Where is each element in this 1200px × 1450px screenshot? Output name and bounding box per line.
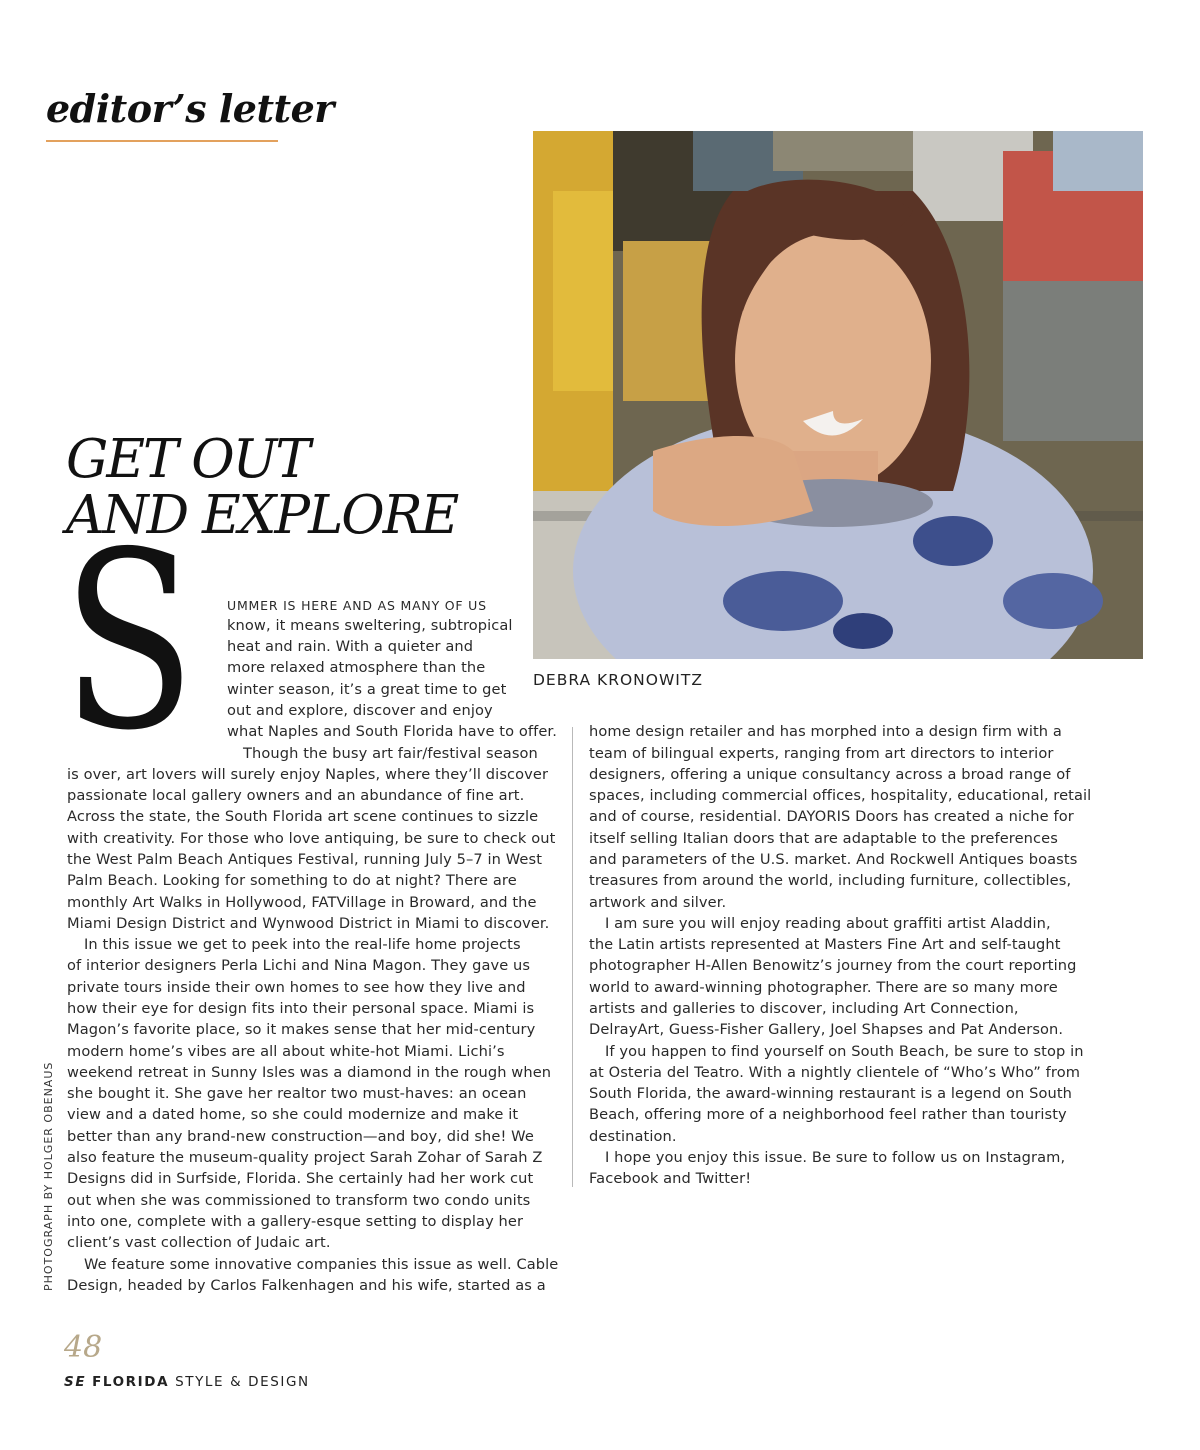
article-line: is over, art lovers will surely enjoy Naples, where they’ll discover — [67, 766, 549, 783]
article-line: photographer H-Allen Benowitz’s journey from the court reporting — [589, 957, 1077, 974]
article-line: I hope you enjoy this issue. Be sure to follow us on Instagram, — [605, 1149, 1066, 1166]
article-line: with creativity. For those who love antiquing, be sure to check out — [67, 830, 556, 847]
article-line: and parameters of the U.S. market. And Rockwell Antiques boasts — [589, 851, 1078, 868]
magazine-name: FLORIDA — [92, 1374, 170, 1390]
article-line: she bought it. She gave her realtor two must-haves: an ocean — [67, 1085, 527, 1102]
article-line: We feature some innovative companies this issue as well. Cable — [84, 1256, 559, 1273]
article-line: artists and galleries to discover, including Art Connection, — [589, 1000, 1019, 1017]
article-line: Designs did in Surfside, Florida. She certainly had her work cut — [67, 1170, 534, 1187]
drop-cap: S — [62, 500, 196, 784]
article-line: home design retailer and has morphed into a design firm with a — [589, 723, 1062, 740]
article-line: and of course, residential. DAYORIS Doors has created a niche for — [589, 808, 1074, 825]
article-line: at Osteria del Teatro. With a nightly clientele of “Who’s Who” from — [589, 1064, 1081, 1081]
article-line: winter season, it’s a great time to get — [227, 681, 507, 698]
article-line: out when she was commissioned to transform two condo units — [67, 1192, 531, 1209]
article-line: know, it means sweltering, subtropical — [227, 617, 513, 634]
article-line: better than any brand-new construction—and boy, did she! We — [67, 1128, 534, 1145]
article-line: Palm Beach. Looking for something to do at night? There are — [67, 872, 517, 889]
magazine-mark: SE — [64, 1374, 87, 1390]
article-line: world to award-winning photographer. There are so many more — [589, 979, 1058, 996]
magazine-tagline: STYLE & DESIGN — [175, 1374, 310, 1390]
portrait-photo — [533, 131, 1143, 659]
photo-caption: DEBRA KRONOWITZ — [533, 671, 703, 689]
article-line: designers, offering a unique consultancy across a broad range of — [589, 766, 1071, 783]
article-line: DelrayArt, Guess-Fisher Gallery, Joel Shapses and Pat Anderson. — [589, 1021, 1064, 1038]
article-line: what Naples and South Florida have to offer. — [227, 723, 557, 740]
headline-line: AND EXPLORE — [66, 485, 458, 546]
article-line: itself selling Italian doors that are adaptable to the preferences — [589, 830, 1058, 847]
article-line: the West Palm Beach Antiques Festival, running July 5–7 in West — [67, 851, 543, 868]
article-line: Though the busy art fair/festival season — [243, 745, 538, 762]
article-line: the Latin artists represented at Masters Fine Art and self-taught — [589, 936, 1061, 953]
article-line: South Florida, the award-winning restaurant is a legend on South — [589, 1085, 1073, 1102]
article-line: how their eye for design fits into their personal space. Miami is — [67, 1000, 535, 1017]
headline-line: GET OUT — [66, 429, 309, 490]
article-line: UMMER IS HERE AND AS MANY OF US — [227, 598, 487, 613]
article-line: Design, headed by Carlos Falkenhagen and his wife, started as a — [67, 1277, 546, 1294]
photo-credit: PHOTOGRAPH BY HOLGER OBENAUS — [42, 1061, 55, 1291]
article-line: treasures from around the world, including furniture, collectibles, — [589, 872, 1072, 889]
article-line: client’s vast collection of Judaic art. — [67, 1234, 331, 1251]
article-line: into one, complete with a gallery-esque setting to display her — [67, 1213, 524, 1230]
article-line: monthly Art Walks in Hollywood, FATVillage in Broward, and the — [67, 894, 537, 911]
magazine-footer — [64, 1374, 310, 1390]
page-number: 48 — [64, 1330, 103, 1365]
article-line: more relaxed atmosphere than the — [227, 659, 486, 676]
article-line: destination. — [589, 1128, 677, 1145]
article-line: Miami Design District and Wynwood District in Miami to discover. — [67, 915, 550, 932]
section-label: editor’s letter — [46, 86, 334, 131]
article-line: weekend retreat in Sunny Isles was a diamond in the rough when — [67, 1064, 552, 1081]
article-line: view and a dated home, so she could modernize and make it — [67, 1106, 519, 1123]
article-line: In this issue we get to peek into the real-life home projects — [84, 936, 521, 953]
article-line: I am sure you will enjoy reading about graffiti artist Aladdin, — [605, 915, 1051, 932]
article-line: passionate local gallery owners and an abundance of fine art. — [67, 787, 525, 804]
article-line: team of bilingual experts, ranging from art directors to interior — [589, 745, 1054, 762]
article-line: private tours inside their own homes to see how they live and — [67, 979, 526, 996]
section-rule — [46, 140, 278, 142]
column-divider — [572, 727, 573, 1187]
article-line: Across the state, the South Florida art scene continues to sizzle — [67, 808, 539, 825]
article-line: Beach, offering more of a neighborhood feel rather than touristy — [589, 1106, 1067, 1123]
article-line: also feature the museum-quality project Sarah Zohar of Sarah Z — [67, 1149, 543, 1166]
article-line: Facebook and Twitter! — [589, 1170, 752, 1187]
article-line: artwork and silver. — [589, 894, 727, 911]
article-line: modern home’s vibes are all about white-hot Miami. Lichi’s — [67, 1043, 505, 1060]
article-line: out and explore, discover and enjoy — [227, 702, 493, 719]
article-line: If you happen to find yourself on South Beach, be sure to stop in — [605, 1043, 1084, 1060]
article-line: of interior designers Perla Lichi and Nina Magon. They gave us — [67, 957, 531, 974]
article-line: heat and rain. With a quieter and — [227, 638, 474, 655]
article-line: spaces, including commercial offices, hospitality, educational, retail — [589, 787, 1092, 804]
article-line: Magon’s favorite place, so it makes sense that her mid-century — [67, 1021, 536, 1038]
